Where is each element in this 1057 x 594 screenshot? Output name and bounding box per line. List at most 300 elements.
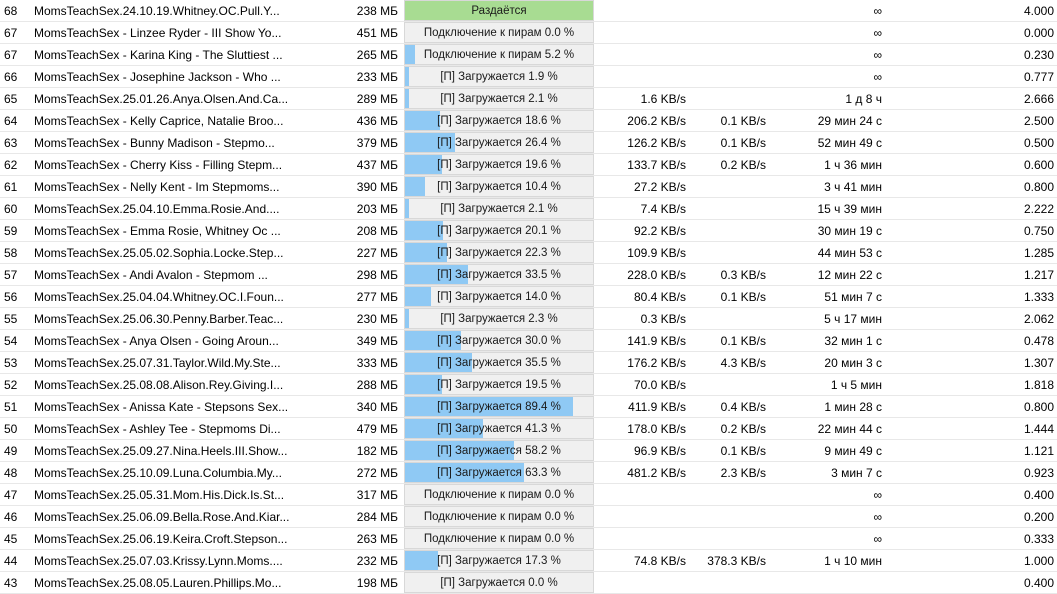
table-row[interactable]: [0, 0, 1057, 22]
progress-bar: [404, 242, 594, 263]
download-speed: 126.2 KB/s: [594, 132, 692, 154]
ratio: 0.777: [968, 66, 1057, 88]
ratio: 0.600: [968, 154, 1057, 176]
progress-bar: [404, 176, 594, 197]
ratio: 2.062: [968, 308, 1057, 330]
progress-cell: [404, 528, 594, 550]
table-row[interactable]: [0, 352, 1057, 374]
ratio: 1.285: [968, 242, 1057, 264]
spacer-cell: [890, 308, 968, 330]
progress-bar: [404, 154, 594, 175]
upload-speed: [692, 198, 772, 220]
spacer-cell: [890, 330, 968, 352]
upload-speed: [692, 22, 772, 44]
spacer-cell: [890, 220, 968, 242]
row-index: 66: [0, 66, 32, 88]
progress-label: Подключение к пирам 5.2 %: [423, 48, 575, 61]
progress-label: [П] Загружается 33.5 %: [437, 268, 561, 281]
row-index: 48: [0, 462, 32, 484]
table-row[interactable]: [0, 484, 1057, 506]
eta: ∞: [772, 528, 890, 550]
table-row[interactable]: [0, 330, 1057, 352]
table-row[interactable]: [0, 550, 1057, 572]
progress-cell: [404, 220, 594, 242]
download-speed: 92.2 KB/s: [594, 220, 692, 242]
torrent-name[interactable]: MomsTeachSex.25.04.04.Whitney.OC.I.Foun...: [32, 286, 332, 308]
progress-label: [П] Загружается 2.1 %: [440, 202, 558, 215]
eta: ∞: [772, 44, 890, 66]
download-speed: 80.4 KB/s: [594, 286, 692, 308]
eta: 1 ч 10 мин: [772, 550, 890, 572]
download-speed: 27.2 KB/s: [594, 176, 692, 198]
ratio: 1.217: [968, 264, 1057, 286]
progress-bar: [404, 220, 594, 241]
progress-bar: [404, 352, 594, 373]
torrent-size: 198 МБ: [332, 572, 404, 594]
download-speed: 70.0 KB/s: [594, 374, 692, 396]
torrent-name[interactable]: MomsTeachSex - Karina King - The Sluttiest ...: [32, 44, 332, 66]
progress-cell: [404, 242, 594, 264]
ratio: 2.222: [968, 198, 1057, 220]
progress-cell: [404, 330, 594, 352]
progress-cell: [404, 0, 594, 22]
download-speed: [594, 22, 692, 44]
progress-cell: [404, 132, 594, 154]
torrent-name[interactable]: MomsTeachSex.25.08.08.Alison.Rey.Giving.I...: [32, 374, 332, 396]
row-index: 45: [0, 528, 32, 550]
eta: 1 д 8 ч: [772, 88, 890, 110]
progress-bar: [404, 330, 594, 351]
torrent-name[interactable]: MomsTeachSex - Linzee Ryder - III Show Yo...: [32, 22, 332, 44]
eta: 3 мин 7 с: [772, 462, 890, 484]
eta: 22 мин 44 с: [772, 418, 890, 440]
progress-cell: [404, 176, 594, 198]
download-speed: 228.0 KB/s: [594, 264, 692, 286]
progress-bar: [404, 374, 594, 395]
upload-speed: 0.1 KB/s: [692, 132, 772, 154]
torrent-size: 208 МБ: [332, 220, 404, 242]
torrent-name[interactable]: MomsTeachSex.25.07.31.Taylor.Wild.My.Ste...: [32, 352, 332, 374]
row-index: 47: [0, 484, 32, 506]
spacer-cell: [890, 352, 968, 374]
progress-bar: [404, 550, 594, 571]
progress-bar: [404, 88, 594, 109]
progress-cell: [404, 22, 594, 44]
row-index: 62: [0, 154, 32, 176]
spacer-cell: [890, 550, 968, 572]
eta: ∞: [772, 484, 890, 506]
table-row[interactable]: [0, 528, 1057, 550]
spacer-cell: [890, 506, 968, 528]
progress-cell: [404, 308, 594, 330]
table-row[interactable]: [0, 198, 1057, 220]
row-index: 61: [0, 176, 32, 198]
progress-label: [П] Загружается 10.4 %: [437, 180, 561, 193]
upload-speed: 0.3 KB/s: [692, 264, 772, 286]
eta: ∞: [772, 22, 890, 44]
eta: 5 ч 17 мин: [772, 308, 890, 330]
torrent-size: 203 МБ: [332, 198, 404, 220]
ratio: 1.121: [968, 440, 1057, 462]
ratio: 2.666: [968, 88, 1057, 110]
progress-bar: [404, 484, 594, 505]
eta: ∞: [772, 0, 890, 22]
download-speed: [594, 572, 692, 594]
torrent-name[interactable]: MomsTeachSex - Anya Olsen - Going Aroun...: [32, 330, 332, 352]
row-index: 44: [0, 550, 32, 572]
progress-label: Подключение к пирам 0.0 %: [423, 532, 575, 545]
eta: 30 мин 19 с: [772, 220, 890, 242]
table-row[interactable]: [0, 418, 1057, 440]
progress-label: [П] Загружается 2.1 %: [440, 92, 558, 105]
progress-cell: [404, 550, 594, 572]
eta: 3 ч 41 мин: [772, 176, 890, 198]
torrent-size: 289 МБ: [332, 88, 404, 110]
row-index: 67: [0, 44, 32, 66]
progress-cell: [404, 440, 594, 462]
torrent-size: 238 МБ: [332, 0, 404, 22]
torrent-size: 333 МБ: [332, 352, 404, 374]
spacer-cell: [890, 440, 968, 462]
torrent-name[interactable]: MomsTeachSex - Andi Avalon - Stepmom ...: [32, 264, 332, 286]
torrent-size: 288 МБ: [332, 374, 404, 396]
upload-speed: 4.3 KB/s: [692, 352, 772, 374]
progress-label: [П] Загружается 17.3 %: [437, 554, 561, 567]
torrent-name[interactable]: MomsTeachSex.25.05.31.Mom.His.Dick.Is.St...: [32, 484, 332, 506]
ratio: 0.923: [968, 462, 1057, 484]
ratio: 1.000: [968, 550, 1057, 572]
table-row[interactable]: [0, 462, 1057, 484]
spacer-cell: [890, 198, 968, 220]
torrent-size: 451 МБ: [332, 22, 404, 44]
torrent-name[interactable]: MomsTeachSex.25.09.27.Nina.Heels.III.Show...: [32, 440, 332, 462]
ratio: 0.500: [968, 132, 1057, 154]
download-speed: [594, 484, 692, 506]
ratio: 0.800: [968, 176, 1057, 198]
torrent-size: 349 МБ: [332, 330, 404, 352]
progress-cell: [404, 154, 594, 176]
eta: 29 мин 24 с: [772, 110, 890, 132]
spacer-cell: [890, 572, 968, 594]
download-speed: 0.3 KB/s: [594, 308, 692, 330]
table-row[interactable]: [0, 66, 1057, 88]
torrent-name[interactable]: MomsTeachSex.25.08.05.Lauren.Phillips.Mo...: [32, 572, 332, 594]
torrent-size: 437 МБ: [332, 154, 404, 176]
table-row[interactable]: [0, 286, 1057, 308]
download-speed: 109.9 KB/s: [594, 242, 692, 264]
ratio: 1.307: [968, 352, 1057, 374]
torrent-size: 227 МБ: [332, 242, 404, 264]
spacer-cell: [890, 132, 968, 154]
download-speed: 481.2 KB/s: [594, 462, 692, 484]
progress-label: Подключение к пирам 0.0 %: [423, 488, 575, 501]
ratio: 1.444: [968, 418, 1057, 440]
torrent-size: 317 МБ: [332, 484, 404, 506]
torrent-size: 182 МБ: [332, 440, 404, 462]
download-speed: [594, 528, 692, 550]
upload-speed: 378.3 KB/s: [692, 550, 772, 572]
progress-cell: [404, 462, 594, 484]
progress-label: [П] Загружается 20.1 %: [437, 224, 561, 237]
spacer-cell: [890, 242, 968, 264]
eta: 20 мин 3 с: [772, 352, 890, 374]
row-index: 57: [0, 264, 32, 286]
spacer-cell: [890, 484, 968, 506]
progress-bar: [404, 264, 594, 285]
table-row[interactable]: [0, 308, 1057, 330]
progress-cell: [404, 396, 594, 418]
table-row[interactable]: [0, 440, 1057, 462]
download-speed: 176.2 KB/s: [594, 352, 692, 374]
row-index: 56: [0, 286, 32, 308]
spacer-cell: [890, 154, 968, 176]
row-index: 58: [0, 242, 32, 264]
row-index: 50: [0, 418, 32, 440]
ratio: 0.750: [968, 220, 1057, 242]
progress-label: [П] Загружается 1.9 %: [440, 70, 558, 83]
progress-label: [П] Загружается 89.4 %: [437, 400, 561, 413]
progress-bar: [404, 286, 594, 307]
progress-label: [П] Загружается 30.0 %: [437, 334, 561, 347]
torrent-name[interactable]: MomsTeachSex - Emma Rosie, Whitney Oc ...: [32, 220, 332, 242]
progress-cell: [404, 66, 594, 88]
torrent-size: 340 МБ: [332, 396, 404, 418]
spacer-cell: [890, 528, 968, 550]
table-row[interactable]: [0, 154, 1057, 176]
torrent-name[interactable]: MomsTeachSex - Ashley Tee - Stepmoms Di...: [32, 418, 332, 440]
torrent-size: 298 МБ: [332, 264, 404, 286]
spacer-cell: [890, 396, 968, 418]
upload-speed: 0.2 KB/s: [692, 154, 772, 176]
spacer-cell: [890, 462, 968, 484]
ratio: 0.478: [968, 330, 1057, 352]
upload-speed: [692, 308, 772, 330]
progress-cell: [404, 110, 594, 132]
progress-label: [П] Загружается 22.3 %: [437, 246, 561, 259]
download-speed: 206.2 KB/s: [594, 110, 692, 132]
row-index: 54: [0, 330, 32, 352]
torrent-name[interactable]: MomsTeachSex - Bunny Madison - Stepmo...: [32, 132, 332, 154]
table-row[interactable]: [0, 88, 1057, 110]
progress-bar: [404, 22, 594, 43]
progress-bar: [404, 396, 594, 417]
progress-bar: [404, 418, 594, 439]
torrent-name[interactable]: MomsTeachSex.25.05.02.Sophia.Locke.Step...: [32, 242, 332, 264]
torrent-size: 272 МБ: [332, 462, 404, 484]
table-row[interactable]: [0, 242, 1057, 264]
eta: 1 ч 36 мин: [772, 154, 890, 176]
table-row[interactable]: [0, 44, 1057, 66]
progress-label: [П] Загружается 58.2 %: [437, 444, 561, 457]
torrent-size: 284 МБ: [332, 506, 404, 528]
torrent-name[interactable]: MomsTeachSex.25.06.19.Keira.Croft.Stepson...: [32, 528, 332, 550]
progress-label: [П] Загружается 35.5 %: [437, 356, 561, 369]
ratio: 0.000: [968, 22, 1057, 44]
torrent-name[interactable]: MomsTeachSex - Josephine Jackson - Who ...: [32, 66, 332, 88]
progress-bar: [404, 572, 594, 593]
ratio: 2.500: [968, 110, 1057, 132]
upload-speed: [692, 220, 772, 242]
download-speed: 133.7 KB/s: [594, 154, 692, 176]
progress-cell: [404, 374, 594, 396]
row-index: 43: [0, 572, 32, 594]
upload-speed: [692, 506, 772, 528]
eta: 15 ч 39 мин: [772, 198, 890, 220]
upload-speed: 0.1 KB/s: [692, 110, 772, 132]
download-speed: [594, 0, 692, 22]
torrent-name[interactable]: MomsTeachSex.25.01.26.Anya.Olsen.And.Ca...: [32, 88, 332, 110]
progress-label: [П] Загружается 2.3 %: [440, 312, 558, 325]
torrent-name[interactable]: MomsTeachSex.24.10.19.Whitney.OC.Pull.Y...: [32, 0, 332, 22]
ratio: 0.400: [968, 484, 1057, 506]
progress-cell: [404, 572, 594, 594]
progress-bar: [404, 198, 594, 219]
torrent-name[interactable]: MomsTeachSex.25.04.10.Emma.Rosie.And....: [32, 198, 332, 220]
progress-bar: [404, 308, 594, 329]
row-index: 55: [0, 308, 32, 330]
torrent-size: 479 МБ: [332, 418, 404, 440]
download-speed: 96.9 KB/s: [594, 440, 692, 462]
eta: 52 мин 49 с: [772, 132, 890, 154]
upload-speed: [692, 242, 772, 264]
upload-speed: [692, 66, 772, 88]
torrent-name[interactable]: MomsTeachSex.25.07.03.Krissy.Lynn.Moms....: [32, 550, 332, 572]
progress-bar: [404, 44, 594, 65]
row-index: 46: [0, 506, 32, 528]
row-index: 63: [0, 132, 32, 154]
upload-speed: [692, 88, 772, 110]
progress-bar: [404, 132, 594, 153]
torrent-name[interactable]: MomsTeachSex.25.06.30.Penny.Barber.Teac...: [32, 308, 332, 330]
row-index: 59: [0, 220, 32, 242]
torrent-size: 436 МБ: [332, 110, 404, 132]
row-index: 60: [0, 198, 32, 220]
table-row[interactable]: [0, 132, 1057, 154]
row-index: 49: [0, 440, 32, 462]
download-speed: [594, 66, 692, 88]
spacer-cell: [890, 44, 968, 66]
progress-cell: [404, 506, 594, 528]
download-speed: 411.9 KB/s: [594, 396, 692, 418]
table-row[interactable]: [0, 110, 1057, 132]
ratio: 0.333: [968, 528, 1057, 550]
torrent-name[interactable]: MomsTeachSex - Cherry Kiss - Filling Stepm...: [32, 154, 332, 176]
torrent-size: 379 МБ: [332, 132, 404, 154]
progress-label: [П] Загружается 14.0 %: [437, 290, 561, 303]
row-index: 51: [0, 396, 32, 418]
eta: 1 ч 5 мин: [772, 374, 890, 396]
spacer-cell: [890, 22, 968, 44]
upload-speed: [692, 572, 772, 594]
eta: 1 мин 28 с: [772, 396, 890, 418]
torrent-name[interactable]: MomsTeachSex - Anissa Kate - Stepsons Sex...: [32, 396, 332, 418]
progress-cell: [404, 352, 594, 374]
download-speed: 74.8 KB/s: [594, 550, 692, 572]
upload-speed: 2.3 KB/s: [692, 462, 772, 484]
progress-label: Раздаётся: [471, 4, 527, 17]
progress-bar: [404, 440, 594, 461]
torrent-size: 233 МБ: [332, 66, 404, 88]
progress-bar: [404, 506, 594, 527]
row-index: 64: [0, 110, 32, 132]
progress-cell: [404, 88, 594, 110]
spacer-cell: [890, 110, 968, 132]
row-index: 65: [0, 88, 32, 110]
progress-bar: [404, 66, 594, 87]
progress-label: Подключение к пирам 0.0 %: [423, 510, 575, 523]
upload-speed: 0.1 KB/s: [692, 286, 772, 308]
ratio: 0.800: [968, 396, 1057, 418]
progress-label: [П] Загружается 0.0 %: [440, 576, 558, 589]
ratio: 1.333: [968, 286, 1057, 308]
eta: 51 мин 7 с: [772, 286, 890, 308]
torrent-name[interactable]: MomsTeachSex.25.06.09.Bella.Rose.And.Kiar...: [32, 506, 332, 528]
table-row[interactable]: [0, 22, 1057, 44]
progress-bar: [404, 0, 594, 21]
upload-speed: [692, 176, 772, 198]
eta: 44 мин 53 с: [772, 242, 890, 264]
eta: [772, 572, 890, 594]
download-speed: [594, 44, 692, 66]
eta: ∞: [772, 506, 890, 528]
progress-cell: [404, 484, 594, 506]
download-speed: 7.4 KB/s: [594, 198, 692, 220]
progress-bar: [404, 110, 594, 131]
table-row[interactable]: [0, 506, 1057, 528]
row-index: 68: [0, 0, 32, 22]
progress-label: [П] Загружается 63.3 %: [437, 466, 561, 479]
eta: 9 мин 49 с: [772, 440, 890, 462]
spacer-cell: [890, 374, 968, 396]
progress-cell: [404, 286, 594, 308]
torrent-name[interactable]: MomsTeachSex.25.10.09.Luna.Columbia.My...: [32, 462, 332, 484]
progress-bar: [404, 528, 594, 549]
spacer-cell: [890, 176, 968, 198]
upload-speed: [692, 0, 772, 22]
spacer-cell: [890, 264, 968, 286]
progress-label: [П] Загружается 18.6 %: [437, 114, 561, 127]
row-index: 52: [0, 374, 32, 396]
download-speed: 178.0 KB/s: [594, 418, 692, 440]
table-row[interactable]: [0, 374, 1057, 396]
torrent-size: 265 МБ: [332, 44, 404, 66]
table-row[interactable]: [0, 572, 1057, 594]
progress-label: [П] Загружается 26.4 %: [437, 136, 561, 149]
torrent-name[interactable]: MomsTeachSex - Kelly Caprice, Natalie Broo...: [32, 110, 332, 132]
table-row[interactable]: [0, 176, 1057, 198]
upload-speed: [692, 44, 772, 66]
upload-speed: 0.1 KB/s: [692, 440, 772, 462]
table-row[interactable]: [0, 220, 1057, 242]
spacer-cell: [890, 66, 968, 88]
download-speed: 141.9 KB/s: [594, 330, 692, 352]
torrent-size: 230 МБ: [332, 308, 404, 330]
progress-cell: [404, 44, 594, 66]
progress-label: [П] Загружается 41.3 %: [437, 422, 561, 435]
ratio: 1.818: [968, 374, 1057, 396]
row-index: 67: [0, 22, 32, 44]
table-row[interactable]: [0, 396, 1057, 418]
torrent-name[interactable]: MomsTeachSex - Nelly Kent - Im Stepmoms...: [32, 176, 332, 198]
eta: 12 мин 22 с: [772, 264, 890, 286]
download-speed: 1.6 KB/s: [594, 88, 692, 110]
progress-label: [П] Загружается 19.5 %: [437, 378, 561, 391]
torrent-size: 232 МБ: [332, 550, 404, 572]
ratio: 4.000: [968, 0, 1057, 22]
table-row[interactable]: [0, 264, 1057, 286]
spacer-cell: [890, 88, 968, 110]
download-speed: [594, 506, 692, 528]
